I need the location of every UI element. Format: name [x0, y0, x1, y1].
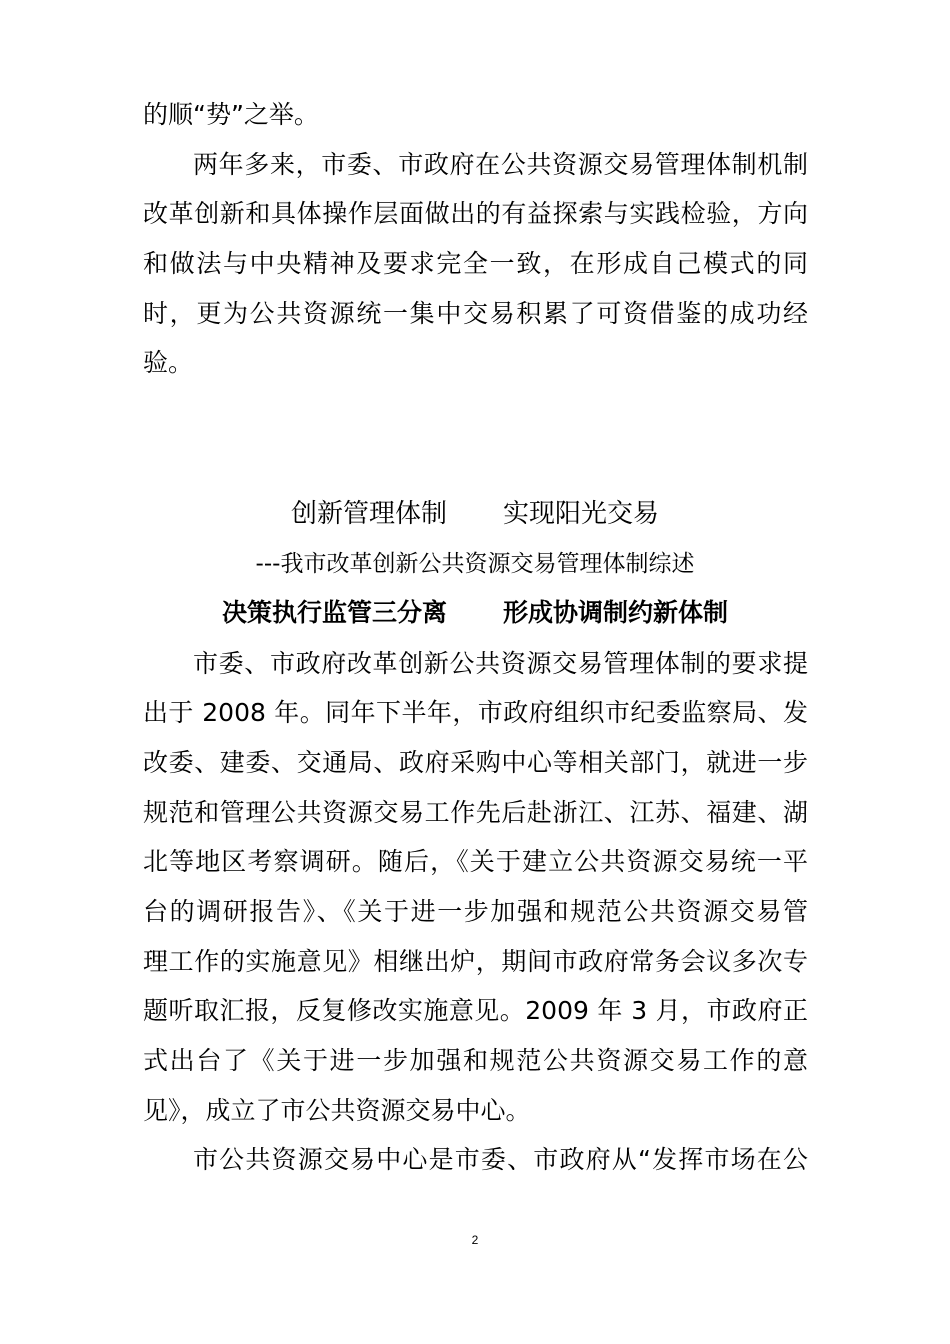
paragraph-line: 和做法与中央精神及要求完全一致，在形成自己模式的同: [143, 249, 808, 278]
paragraph-line: 北等地区考察调研。随后，《关于建立公共资源交易统一平: [143, 847, 808, 876]
paragraph-line: 市公共资源交易中心是市委、市政府从“发挥市场在公: [193, 1145, 808, 1174]
section-heading: [0, 596, 950, 630]
section-heading-part1: 决策执行监管三分离: [221, 598, 447, 627]
paragraph-line: 理工作的实施意见》相继出炉，期间市政府常务会议多次专: [143, 947, 808, 976]
paragraph-line: 的顺“势”之举。: [143, 100, 319, 129]
paragraph-line: 改委、建委、交通局、政府采购中心等相关部门，就进一步: [143, 748, 808, 777]
page-number: 2: [471, 1233, 479, 1247]
paragraph-line: 式出台了《关于进一步加强和规范公共资源交易工作的意: [143, 1046, 808, 1075]
article-subtitle: ---我市改革创新公共资源交易管理体制综述: [255, 551, 695, 577]
paragraph-line: 见》，成立了市公共资源交易中心。: [143, 1096, 531, 1125]
paragraph-line: 出于 2008 年。同年下半年，市政府组织市纪委监察局、发: [143, 698, 808, 727]
section-heading-part2: 形成协调制约新体制: [503, 598, 729, 627]
article-title-part2: 实现阳光交易: [503, 499, 660, 529]
paragraph-line: 改革创新和具体操作层面做出的有益探索与实践检验，方向: [143, 199, 808, 228]
paragraph-line: 规范和管理公共资源交易工作先后赴浙江、江苏、福建、湖: [143, 798, 808, 827]
paragraph-line: 时，更为公共资源统一集中交易积累了可资借鉴的成功经: [143, 299, 808, 328]
article-title: [0, 497, 950, 531]
article-title-part1: 创新管理体制: [290, 499, 447, 529]
paragraph-line: 两年多来，市委、市政府在公共资源交易管理体制机制: [193, 150, 808, 179]
paragraph-line: 市委、市政府改革创新公共资源交易管理体制的要求提: [193, 649, 808, 678]
paragraph-line: 台的调研报告》、《关于进一步加强和规范公共资源交易管: [143, 897, 808, 926]
paragraph-line: 题听取汇报，反复修改实施意见。2009 年 3 月，市政府正: [143, 996, 808, 1025]
paragraph-line: 验。: [143, 348, 194, 377]
